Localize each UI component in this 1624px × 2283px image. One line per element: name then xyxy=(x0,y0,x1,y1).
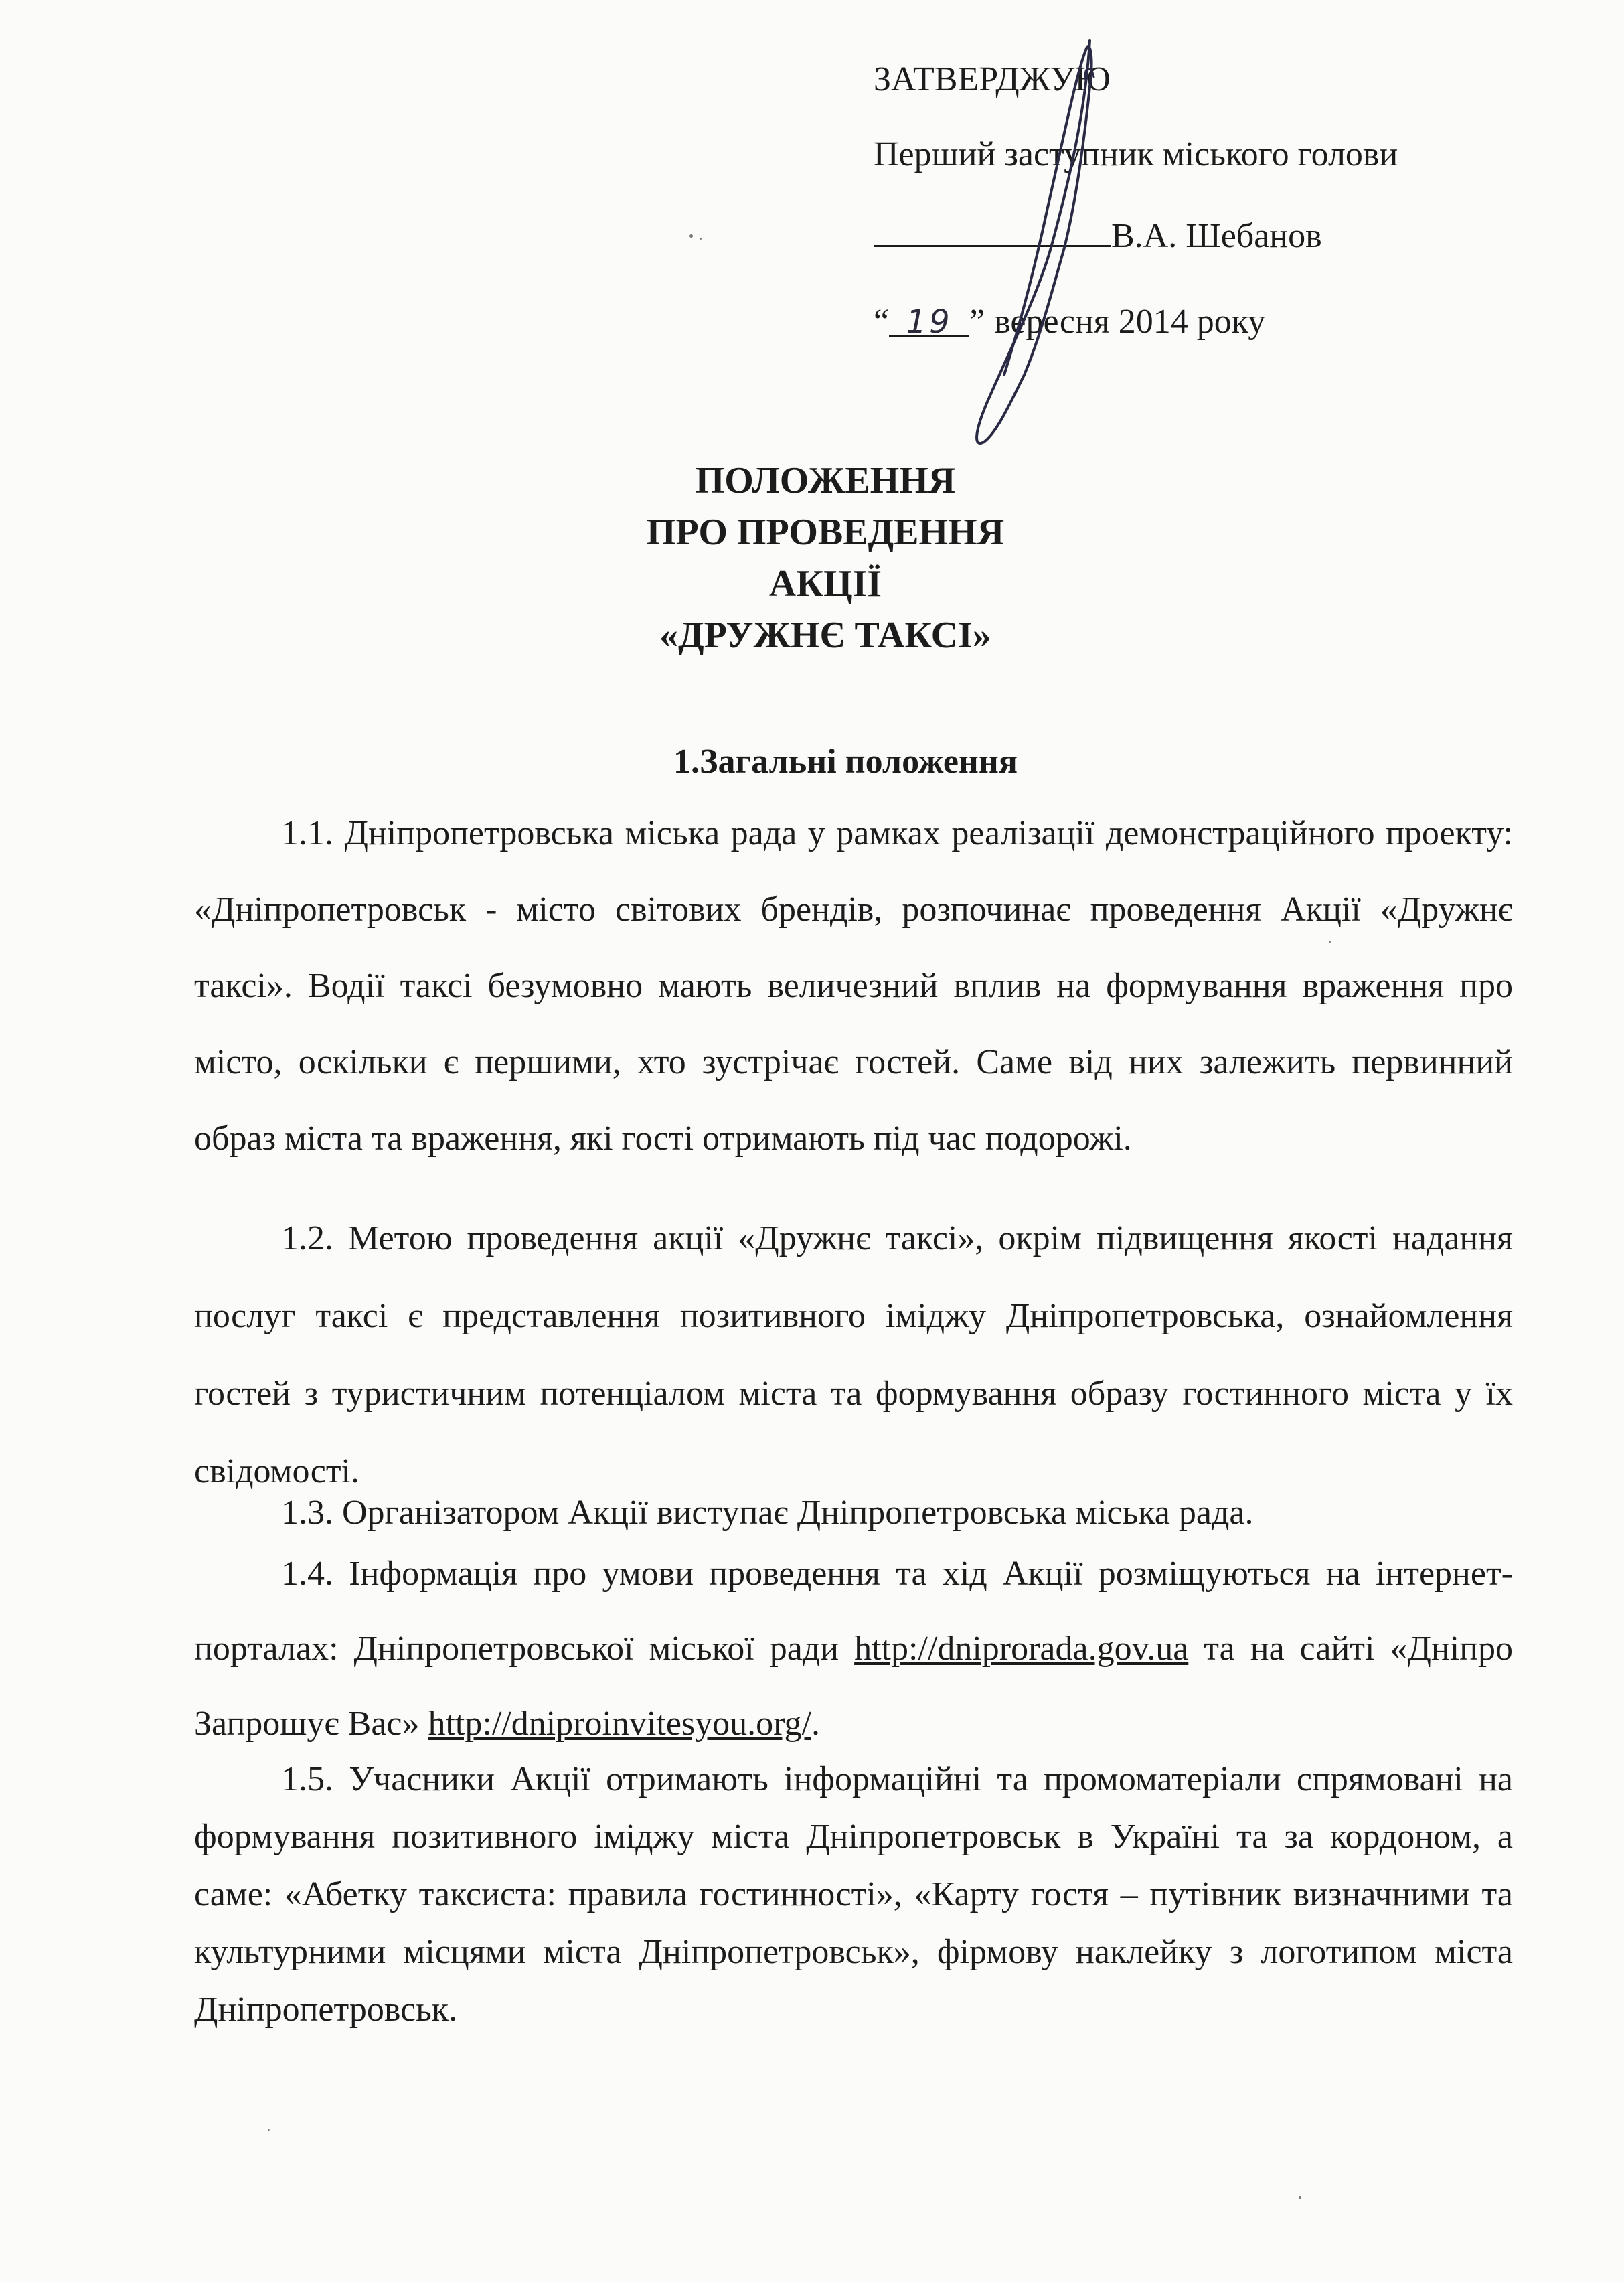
paragraph-1-5-text: 1.5. Учасники Акції отримають інформаційні та промоматеріали спрямовані на формування позитивного іміджу міста Дніпропетровськ в Україні та за кордоном, а саме: «Абетку таксиста: правила гостинності», «Карту гостя – путівник визначними та культурними місцями міста Дніпропетровськ», фірмову наклейку з логотипом міста Дніпропетровськ. xyxy=(194,1760,1513,2029)
title-line-1: ПОЛОЖЕННЯ xyxy=(695,460,956,501)
date-day: 19 xyxy=(906,303,953,341)
paragraph-1-4-text-c: . xyxy=(811,1705,820,1743)
date-rest: вересня 2014 року xyxy=(994,303,1266,341)
paragraph-1-5 xyxy=(194,1751,1513,2039)
approver-position: Перший заступник міського голови xyxy=(874,135,1398,173)
handwritten-signature xyxy=(910,27,1151,455)
title-line-2: ПРО ПРОВЕДЕННЯ xyxy=(646,511,1005,553)
title-line-4: «ДРУЖНЄ ТАКСІ» xyxy=(659,615,991,656)
paragraph-1-2-text: 1.2. Метою проведення акції «Дружнє таксі», окрім підвищення якості надання послуг таксі є представлення позитивного іміджу Дніпропетровська, ознайомлення гостей з туристичним потенціалом міста та формування образу гостинного міста у їх свідомості. xyxy=(194,1219,1513,1490)
dniprorada-link[interactable]: http://dniprorada.gov.ua xyxy=(854,1630,1189,1668)
section-heading: 1.Загальні положення xyxy=(673,742,1018,781)
paragraph-1-4-text-a: 1.4. Інформація про умови проведення та хід Акції розміщуються на інтернет-порталах: Дніпропетровської міської ради xyxy=(194,1555,1513,1668)
approve-word: ЗАТВЕРДЖУЮ xyxy=(874,60,1111,98)
scan-speck xyxy=(268,2129,270,2131)
date-close-quote: ” xyxy=(969,303,985,341)
paragraph-1-1-text: 1.1. Дніпропетровська міська рада у рамках реалізації демонстраційного проекту: «Дніпропетровськ - місто світових брендів, розпочинає проведення Акції «Дружнє таксі». Водії таксі безумовно мають величезний вплив на формування враження про місто, оскільки є першими, хто зустрічає гостей. Саме від них залежить первинний образ міста та враження, які гості отримають під час подорожі. xyxy=(194,814,1513,1158)
document-title xyxy=(0,455,1624,661)
paragraph-1-4-text-b: та на сайті «Дніпро Запрошує Вас» xyxy=(194,1630,1514,1743)
scan-speck xyxy=(689,234,693,238)
paragraph-1-2 xyxy=(194,1200,1513,1510)
title-line-3: АКЦІЇ xyxy=(768,563,882,605)
scan-speck xyxy=(1329,941,1331,943)
paragraph-1-3 xyxy=(194,1493,1513,1533)
date-open-quote: “ xyxy=(874,303,890,341)
paragraph-1-3-text: 1.3. Організатором Акції виступає Дніпропетровська міська рада. xyxy=(281,1494,1254,1532)
scan-speck xyxy=(700,238,702,240)
dniproinvitesyou-link[interactable]: http://dniproinvitesyou.org/ xyxy=(428,1705,811,1743)
signatory-name: В.А. Шебанов xyxy=(1111,217,1322,255)
paragraph-1-1 xyxy=(194,795,1513,1177)
scan-speck xyxy=(1299,2196,1301,2199)
paragraph-1-4 xyxy=(194,1537,1513,1761)
